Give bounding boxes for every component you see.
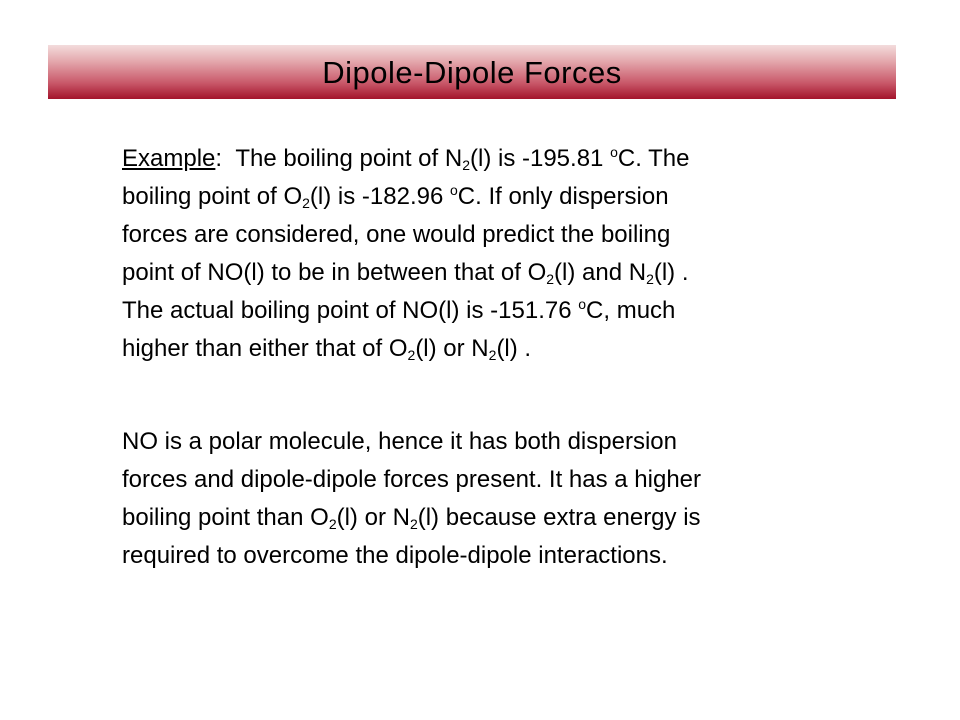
line-text: The actual boiling point of NO(l) is -151.76: [122, 297, 579, 324]
slide-title: Dipole-Dipole Forces: [322, 55, 622, 90]
subscript: 2: [462, 157, 470, 173]
subscript: 2: [646, 271, 654, 287]
line-text: (l) .: [496, 335, 532, 362]
example-line-6: [122, 330, 922, 368]
degree-superscript: o: [449, 182, 458, 198]
line-text: point of NO(l) to be in between that of O: [122, 259, 547, 286]
line-text: boiling point than O: [122, 504, 329, 531]
explanation-line-2: forces and dipole-dipole forces present. It has a higher: [122, 466, 702, 493]
line-text: (l) or N: [415, 335, 489, 362]
example-line-4: [122, 254, 922, 292]
subscript: 2: [302, 195, 310, 211]
line-text: (l) or N: [336, 504, 410, 531]
line-text: (l) because extra energy is: [417, 504, 701, 531]
example-colon: :: [215, 145, 223, 172]
line-text: boiling point of O: [122, 183, 303, 210]
line-text: (l) and N: [554, 259, 647, 286]
explanation-paragraph: [122, 423, 922, 575]
example-line-2: [122, 178, 922, 216]
explanation-line-4: required to overcome the dipole-dipole interactions.: [122, 542, 668, 569]
example-line-5: [122, 292, 922, 330]
example-line-1: [122, 140, 922, 178]
explanation-line-1: NO is a polar molecule, hence it has both dispersion: [122, 428, 677, 455]
line-text: C. The: [617, 145, 690, 172]
example-paragraph: [122, 140, 922, 368]
subscript: 2: [407, 347, 416, 363]
line-text: higher than either that of O: [122, 335, 408, 362]
degree-superscript: o: [610, 144, 618, 160]
line-text: C. If only dispersion: [457, 183, 669, 210]
degree-superscript: o: [578, 296, 587, 312]
line-text: (l) is -182.96: [309, 183, 450, 210]
title-bar: [48, 45, 896, 99]
line-text: (l) is -195.81: [470, 145, 611, 172]
explanation-line-3: [122, 499, 922, 537]
line-text: C, much: [586, 297, 676, 324]
subscript: 2: [328, 516, 337, 532]
line-text: (l) .: [653, 259, 689, 286]
example-label: Example: [122, 145, 216, 172]
example-line-3: forces are considered, one would predict the boiling: [122, 221, 671, 248]
subscript: 2: [488, 347, 497, 363]
subscript: 2: [409, 516, 418, 532]
subscript: 2: [546, 271, 555, 287]
line-text: The boiling point of N: [235, 145, 463, 172]
